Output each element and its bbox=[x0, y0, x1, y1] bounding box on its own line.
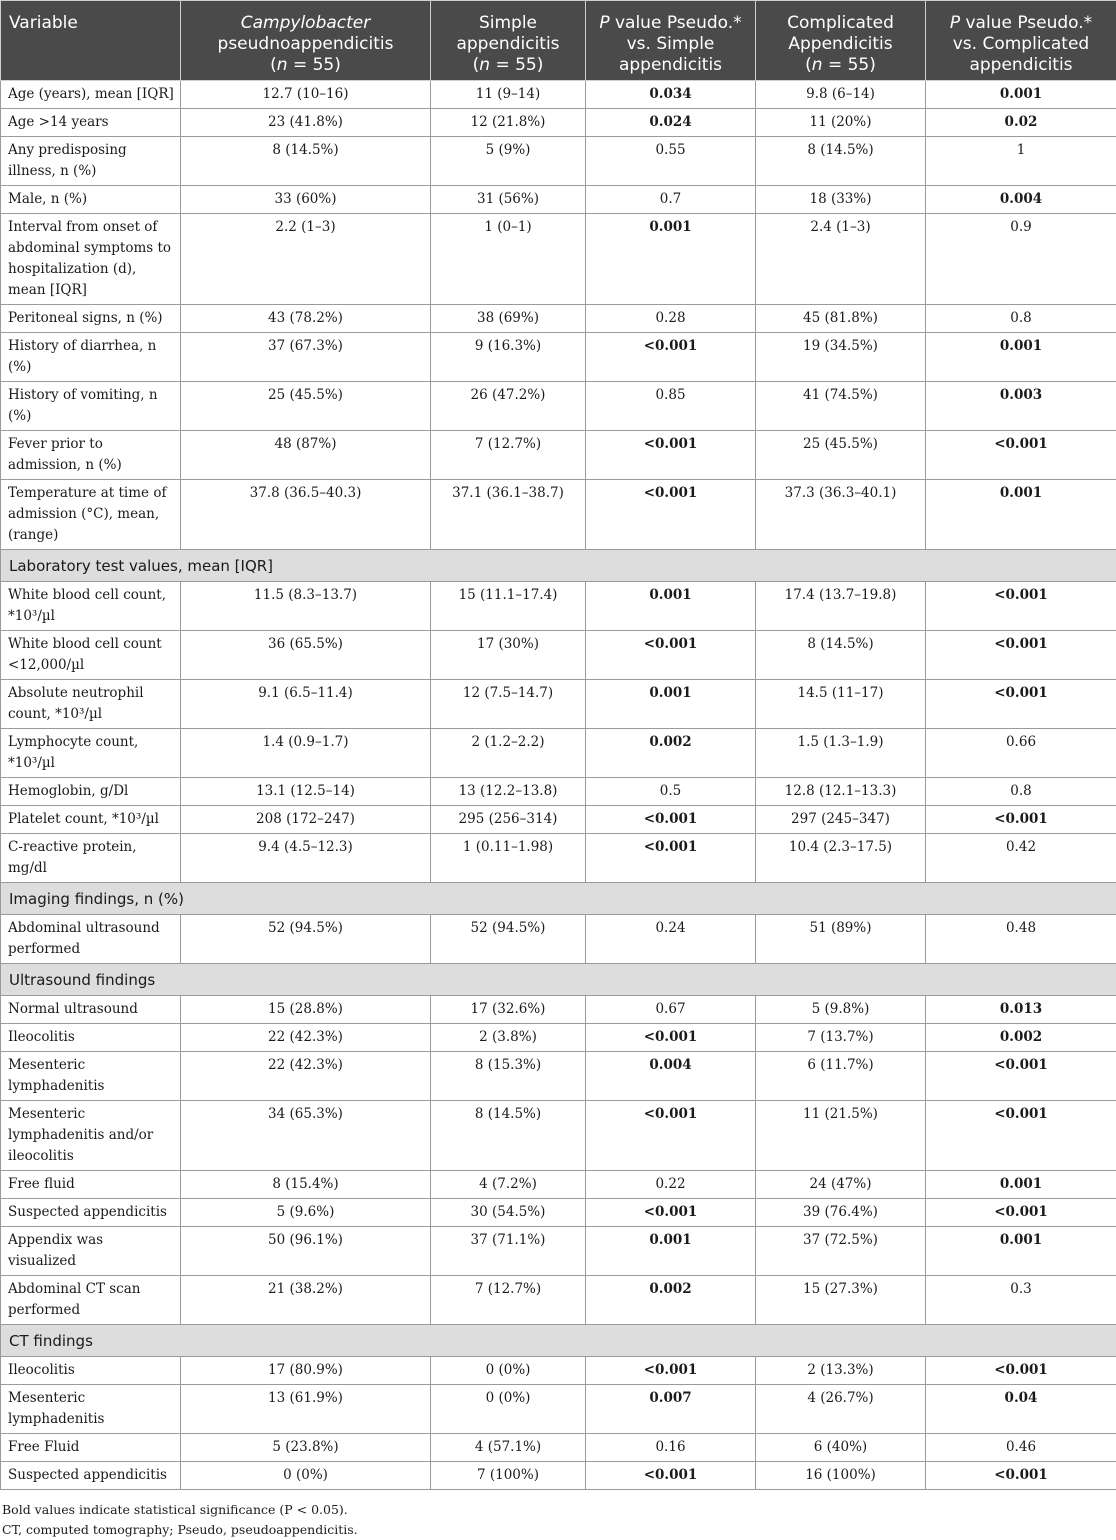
cell-pvalue-complicated: 0.48 bbox=[926, 915, 1116, 964]
cell-variable: History of diarrhea, n (%) bbox=[1, 333, 181, 382]
cell-complicated: 4 (26.7%) bbox=[756, 1385, 926, 1434]
table-row bbox=[1, 582, 1116, 631]
cell-pvalue-simple: 0.004 bbox=[586, 1052, 756, 1101]
cell-variable: Lymphocyte count, *10³/µl bbox=[1, 729, 181, 778]
cell-complicated: 19 (34.5%) bbox=[756, 333, 926, 382]
cell-complicated: 25 (45.5%) bbox=[756, 431, 926, 480]
header-simple: Simple appendicitis (n = 55) bbox=[431, 1, 586, 81]
cell-pvalue-complicated: <0.001 bbox=[926, 1052, 1116, 1101]
cell-campylobacter: 36 (65.5%) bbox=[181, 631, 431, 680]
cell-pvalue-simple: 0.28 bbox=[586, 305, 756, 333]
cell-variable: Free fluid bbox=[1, 1171, 181, 1199]
header-campylobacter: Campylobacter pseudnoappendicitis (n = 55) bbox=[181, 1, 431, 81]
cell-complicated: 5 (9.8%) bbox=[756, 996, 926, 1024]
cell-pvalue-complicated: <0.001 bbox=[926, 1357, 1116, 1385]
footnote-abbreviations: CT, computed tomography; Pseudo, pseudoappendicitis. bbox=[2, 1520, 1116, 1540]
cell-pvalue-simple: 0.55 bbox=[586, 137, 756, 186]
cell-pvalue-simple: <0.001 bbox=[586, 333, 756, 382]
cell-simple: 13 (12.2–13.8) bbox=[431, 778, 586, 806]
cell-simple: 17 (30%) bbox=[431, 631, 586, 680]
footnotes bbox=[0, 1490, 1116, 1540]
cell-complicated: 9.8 (6–14) bbox=[756, 81, 926, 109]
cell-pvalue-complicated: 0.003 bbox=[926, 382, 1116, 431]
section-header-row bbox=[1, 550, 1116, 582]
cell-complicated: 16 (100%) bbox=[756, 1462, 926, 1490]
table-row bbox=[1, 1357, 1116, 1385]
cell-pvalue-complicated: 0.46 bbox=[926, 1434, 1116, 1462]
cell-campylobacter: 52 (94.5%) bbox=[181, 915, 431, 964]
cell-pvalue-complicated: 0.9 bbox=[926, 214, 1116, 305]
table-row bbox=[1, 81, 1116, 109]
cell-pvalue-simple: <0.001 bbox=[586, 806, 756, 834]
table-row bbox=[1, 186, 1116, 214]
table-row bbox=[1, 1434, 1116, 1462]
cell-variable: White blood cell count <12,000/µl bbox=[1, 631, 181, 680]
cell-campylobacter: 13 (61.9%) bbox=[181, 1385, 431, 1434]
table-row bbox=[1, 1024, 1116, 1052]
table-row bbox=[1, 806, 1116, 834]
cell-variable: Any predisposing illness, n (%) bbox=[1, 137, 181, 186]
cell-complicated: 51 (89%) bbox=[756, 915, 926, 964]
cell-pvalue-simple: 0.67 bbox=[586, 996, 756, 1024]
cell-pvalue-simple: 0.001 bbox=[586, 680, 756, 729]
cell-campylobacter: 0 (0%) bbox=[181, 1462, 431, 1490]
cell-pvalue-complicated: 0.3 bbox=[926, 1276, 1116, 1325]
cell-pvalue-complicated: 0.002 bbox=[926, 1024, 1116, 1052]
table-row bbox=[1, 915, 1116, 964]
cell-pvalue-simple: <0.001 bbox=[586, 1462, 756, 1490]
header-pvalue-complicated: P value Pseudo.* vs. Complicated appendicitis bbox=[926, 1, 1116, 81]
cell-pvalue-complicated: <0.001 bbox=[926, 631, 1116, 680]
cell-pvalue-simple: <0.001 bbox=[586, 834, 756, 883]
cell-complicated: 1.5 (1.3–1.9) bbox=[756, 729, 926, 778]
cell-simple: 7 (12.7%) bbox=[431, 1276, 586, 1325]
cell-simple: 26 (47.2%) bbox=[431, 382, 586, 431]
cell-pvalue-simple: 0.001 bbox=[586, 214, 756, 305]
cell-simple: 9 (16.3%) bbox=[431, 333, 586, 382]
cell-campylobacter: 25 (45.5%) bbox=[181, 382, 431, 431]
table-row bbox=[1, 1276, 1116, 1325]
section-title: Laboratory test values, mean [IQR] bbox=[1, 550, 1116, 582]
cell-campylobacter: 11.5 (8.3–13.7) bbox=[181, 582, 431, 631]
cell-campylobacter: 13.1 (12.5–14) bbox=[181, 778, 431, 806]
cell-pvalue-simple: <0.001 bbox=[586, 480, 756, 550]
section-title: Ultrasound findings bbox=[1, 964, 1116, 996]
table-row bbox=[1, 680, 1116, 729]
section-header-row bbox=[1, 1325, 1116, 1357]
table-row bbox=[1, 631, 1116, 680]
cell-simple: 8 (15.3%) bbox=[431, 1052, 586, 1101]
cell-simple: 2 (3.8%) bbox=[431, 1024, 586, 1052]
cell-complicated: 37 (72.5%) bbox=[756, 1227, 926, 1276]
cell-campylobacter: 43 (78.2%) bbox=[181, 305, 431, 333]
table-row bbox=[1, 305, 1116, 333]
table-row bbox=[1, 214, 1116, 305]
cell-complicated: 10.4 (2.3–17.5) bbox=[756, 834, 926, 883]
cell-pvalue-complicated: 0.013 bbox=[926, 996, 1116, 1024]
cell-variable: Male, n (%) bbox=[1, 186, 181, 214]
cell-simple: 7 (100%) bbox=[431, 1462, 586, 1490]
cell-pvalue-simple: <0.001 bbox=[586, 1101, 756, 1171]
cell-simple: 5 (9%) bbox=[431, 137, 586, 186]
footnote-significance: Bold values indicate statistical significance (P < 0.05). bbox=[2, 1500, 1116, 1520]
header-row bbox=[1, 1, 1116, 81]
cell-campylobacter: 9.1 (6.5–11.4) bbox=[181, 680, 431, 729]
cell-campylobacter: 5 (23.8%) bbox=[181, 1434, 431, 1462]
cell-pvalue-simple: 0.034 bbox=[586, 81, 756, 109]
cell-complicated: 6 (11.7%) bbox=[756, 1052, 926, 1101]
table-row bbox=[1, 778, 1116, 806]
cell-pvalue-simple: 0.001 bbox=[586, 1227, 756, 1276]
cell-variable: Peritoneal signs, n (%) bbox=[1, 305, 181, 333]
cell-complicated: 37.3 (36.3–40.1) bbox=[756, 480, 926, 550]
cell-variable: Mesenteric lymphadenitis bbox=[1, 1052, 181, 1101]
table-row bbox=[1, 431, 1116, 480]
cell-pvalue-complicated: 0.001 bbox=[926, 1171, 1116, 1199]
cell-pvalue-complicated: 0.02 bbox=[926, 109, 1116, 137]
cell-campylobacter: 23 (41.8%) bbox=[181, 109, 431, 137]
table-row bbox=[1, 1462, 1116, 1490]
table-row bbox=[1, 1227, 1116, 1276]
header-pvalue-simple: P value Pseudo.* vs. Simple appendicitis bbox=[586, 1, 756, 81]
cell-pvalue-simple: <0.001 bbox=[586, 431, 756, 480]
cell-variable: Mesenteric lymphadenitis and/or ileocolitis bbox=[1, 1101, 181, 1171]
cell-campylobacter: 8 (15.4%) bbox=[181, 1171, 431, 1199]
cell-complicated: 7 (13.7%) bbox=[756, 1024, 926, 1052]
cell-variable: Temperature at time of admission (°C), mean, (range) bbox=[1, 480, 181, 550]
cell-complicated: 2.4 (1–3) bbox=[756, 214, 926, 305]
cell-pvalue-simple: 0.5 bbox=[586, 778, 756, 806]
section-title: Imaging findings, n (%) bbox=[1, 883, 1116, 915]
cell-simple: 52 (94.5%) bbox=[431, 915, 586, 964]
cell-complicated: 11 (21.5%) bbox=[756, 1101, 926, 1171]
cell-variable: Platelet count, *10³/µl bbox=[1, 806, 181, 834]
cell-pvalue-complicated: 1 bbox=[926, 137, 1116, 186]
cell-simple: 12 (7.5–14.7) bbox=[431, 680, 586, 729]
cell-complicated: 17.4 (13.7–19.8) bbox=[756, 582, 926, 631]
cell-complicated: 2 (13.3%) bbox=[756, 1357, 926, 1385]
cell-pvalue-complicated: 0.001 bbox=[926, 81, 1116, 109]
cell-complicated: 297 (245–347) bbox=[756, 806, 926, 834]
cell-simple: 37.1 (36.1–38.7) bbox=[431, 480, 586, 550]
table-row bbox=[1, 333, 1116, 382]
cell-variable: History of vomiting, n (%) bbox=[1, 382, 181, 431]
cell-campylobacter: 34 (65.3%) bbox=[181, 1101, 431, 1171]
cell-variable: Appendix was visualized bbox=[1, 1227, 181, 1276]
cell-pvalue-simple: <0.001 bbox=[586, 631, 756, 680]
cell-variable: Suspected appendicitis bbox=[1, 1199, 181, 1227]
cell-complicated: 8 (14.5%) bbox=[756, 137, 926, 186]
table-row bbox=[1, 137, 1116, 186]
cell-complicated: 6 (40%) bbox=[756, 1434, 926, 1462]
cell-complicated: 12.8 (12.1–13.3) bbox=[756, 778, 926, 806]
cell-campylobacter: 208 (172–247) bbox=[181, 806, 431, 834]
cell-pvalue-simple: 0.24 bbox=[586, 915, 756, 964]
cell-variable: Interval from onset of abdominal symptoms to hospitalization (d), mean [IQR] bbox=[1, 214, 181, 305]
cell-variable: Absolute neutrophil count, *10³/µl bbox=[1, 680, 181, 729]
cell-campylobacter: 50 (96.1%) bbox=[181, 1227, 431, 1276]
section-header-row bbox=[1, 964, 1116, 996]
cell-pvalue-complicated: <0.001 bbox=[926, 1199, 1116, 1227]
cell-complicated: 41 (74.5%) bbox=[756, 382, 926, 431]
cell-campylobacter: 22 (42.3%) bbox=[181, 1024, 431, 1052]
cell-pvalue-simple: 0.16 bbox=[586, 1434, 756, 1462]
cell-campylobacter: 1.4 (0.9–1.7) bbox=[181, 729, 431, 778]
cell-variable: Age >14 years bbox=[1, 109, 181, 137]
cell-simple: 17 (32.6%) bbox=[431, 996, 586, 1024]
table-row bbox=[1, 729, 1116, 778]
cell-variable: White blood cell count, *10³/µl bbox=[1, 582, 181, 631]
cell-simple: 295 (256–314) bbox=[431, 806, 586, 834]
cell-pvalue-complicated: 0.8 bbox=[926, 778, 1116, 806]
cell-simple: 8 (14.5%) bbox=[431, 1101, 586, 1171]
cell-variable: Ileocolitis bbox=[1, 1024, 181, 1052]
cell-complicated: 14.5 (11–17) bbox=[756, 680, 926, 729]
cell-simple: 30 (54.5%) bbox=[431, 1199, 586, 1227]
cell-campylobacter: 2.2 (1–3) bbox=[181, 214, 431, 305]
cell-simple: 15 (11.1–17.4) bbox=[431, 582, 586, 631]
cell-variable: Suspected appendicitis bbox=[1, 1462, 181, 1490]
section-title: CT findings bbox=[1, 1325, 1116, 1357]
table-row bbox=[1, 1385, 1116, 1434]
cell-pvalue-complicated: <0.001 bbox=[926, 431, 1116, 480]
table-row bbox=[1, 1101, 1116, 1171]
cell-campylobacter: 12.7 (10–16) bbox=[181, 81, 431, 109]
cell-pvalue-simple: 0.001 bbox=[586, 582, 756, 631]
cell-pvalue-simple: <0.001 bbox=[586, 1024, 756, 1052]
table-row bbox=[1, 109, 1116, 137]
cell-pvalue-complicated: <0.001 bbox=[926, 582, 1116, 631]
cell-variable: Abdominal ultrasound performed bbox=[1, 915, 181, 964]
cell-variable: Fever prior to admission, n (%) bbox=[1, 431, 181, 480]
cell-campylobacter: 22 (42.3%) bbox=[181, 1052, 431, 1101]
table-row bbox=[1, 996, 1116, 1024]
cell-pvalue-simple: 0.002 bbox=[586, 1276, 756, 1325]
table-row bbox=[1, 834, 1116, 883]
cell-pvalue-complicated: 0.001 bbox=[926, 480, 1116, 550]
cell-simple: 31 (56%) bbox=[431, 186, 586, 214]
cell-simple: 11 (9–14) bbox=[431, 81, 586, 109]
cell-variable: Abdominal CT scan performed bbox=[1, 1276, 181, 1325]
cell-simple: 38 (69%) bbox=[431, 305, 586, 333]
table-row bbox=[1, 1171, 1116, 1199]
cell-complicated: 15 (27.3%) bbox=[756, 1276, 926, 1325]
cell-complicated: 45 (81.8%) bbox=[756, 305, 926, 333]
cell-variable: C-reactive protein, mg/dl bbox=[1, 834, 181, 883]
cell-pvalue-complicated: <0.001 bbox=[926, 1101, 1116, 1171]
cell-variable: Free Fluid bbox=[1, 1434, 181, 1462]
cell-campylobacter: 17 (80.9%) bbox=[181, 1357, 431, 1385]
cell-campylobacter: 48 (87%) bbox=[181, 431, 431, 480]
cell-campylobacter: 37 (67.3%) bbox=[181, 333, 431, 382]
table-body bbox=[1, 81, 1116, 1490]
cell-pvalue-simple: 0.002 bbox=[586, 729, 756, 778]
cell-campylobacter: 37.8 (36.5–40.3) bbox=[181, 480, 431, 550]
cell-simple: 4 (7.2%) bbox=[431, 1171, 586, 1199]
cell-campylobacter: 5 (9.6%) bbox=[181, 1199, 431, 1227]
cell-complicated: 24 (47%) bbox=[756, 1171, 926, 1199]
cell-variable: Mesenteric lymphadenitis bbox=[1, 1385, 181, 1434]
cell-pvalue-complicated: 0.004 bbox=[926, 186, 1116, 214]
cell-simple: 12 (21.8%) bbox=[431, 109, 586, 137]
cell-campylobacter: 9.4 (4.5–12.3) bbox=[181, 834, 431, 883]
cell-pvalue-complicated: 0.001 bbox=[926, 1227, 1116, 1276]
cell-variable: Age (years), mean [IQR] bbox=[1, 81, 181, 109]
cell-campylobacter: 8 (14.5%) bbox=[181, 137, 431, 186]
cell-simple: 2 (1.2–2.2) bbox=[431, 729, 586, 778]
cell-pvalue-simple: <0.001 bbox=[586, 1357, 756, 1385]
cell-pvalue-complicated: 0.8 bbox=[926, 305, 1116, 333]
cell-pvalue-simple: 0.22 bbox=[586, 1171, 756, 1199]
header-variable: Variable bbox=[1, 1, 181, 81]
table-row bbox=[1, 480, 1116, 550]
cell-complicated: 39 (76.4%) bbox=[756, 1199, 926, 1227]
table-row bbox=[1, 382, 1116, 431]
table-row bbox=[1, 1052, 1116, 1101]
cell-campylobacter: 15 (28.8%) bbox=[181, 996, 431, 1024]
cell-variable: Hemoglobin, g/Dl bbox=[1, 778, 181, 806]
cell-pvalue-complicated: 0.66 bbox=[926, 729, 1116, 778]
cell-pvalue-complicated: <0.001 bbox=[926, 806, 1116, 834]
header-complicated: Complicated Appendicitis (n = 55) bbox=[756, 1, 926, 81]
section-header-row bbox=[1, 883, 1116, 915]
cell-pvalue-simple: <0.001 bbox=[586, 1199, 756, 1227]
cell-complicated: 11 (20%) bbox=[756, 109, 926, 137]
cell-pvalue-complicated: <0.001 bbox=[926, 1462, 1116, 1490]
cell-simple: 1 (0–1) bbox=[431, 214, 586, 305]
cell-simple: 1 (0.11–1.98) bbox=[431, 834, 586, 883]
cell-simple: 7 (12.7%) bbox=[431, 431, 586, 480]
cell-campylobacter: 33 (60%) bbox=[181, 186, 431, 214]
cell-pvalue-complicated: <0.001 bbox=[926, 680, 1116, 729]
cell-pvalue-simple: 0.024 bbox=[586, 109, 756, 137]
cell-simple: 4 (57.1%) bbox=[431, 1434, 586, 1462]
table-row bbox=[1, 1199, 1116, 1227]
cell-simple: 37 (71.1%) bbox=[431, 1227, 586, 1276]
cell-pvalue-complicated: 0.04 bbox=[926, 1385, 1116, 1434]
cell-campylobacter: 21 (38.2%) bbox=[181, 1276, 431, 1325]
cell-variable: Ileocolitis bbox=[1, 1357, 181, 1385]
cell-complicated: 8 (14.5%) bbox=[756, 631, 926, 680]
cell-pvalue-complicated: 0.42 bbox=[926, 834, 1116, 883]
cell-pvalue-simple: 0.007 bbox=[586, 1385, 756, 1434]
cell-simple: 0 (0%) bbox=[431, 1385, 586, 1434]
cell-pvalue-simple: 0.85 bbox=[586, 382, 756, 431]
cell-pvalue-complicated: 0.001 bbox=[926, 333, 1116, 382]
cell-pvalue-simple: 0.7 bbox=[586, 186, 756, 214]
cell-simple: 0 (0%) bbox=[431, 1357, 586, 1385]
cell-complicated: 18 (33%) bbox=[756, 186, 926, 214]
cell-variable: Normal ultrasound bbox=[1, 996, 181, 1024]
